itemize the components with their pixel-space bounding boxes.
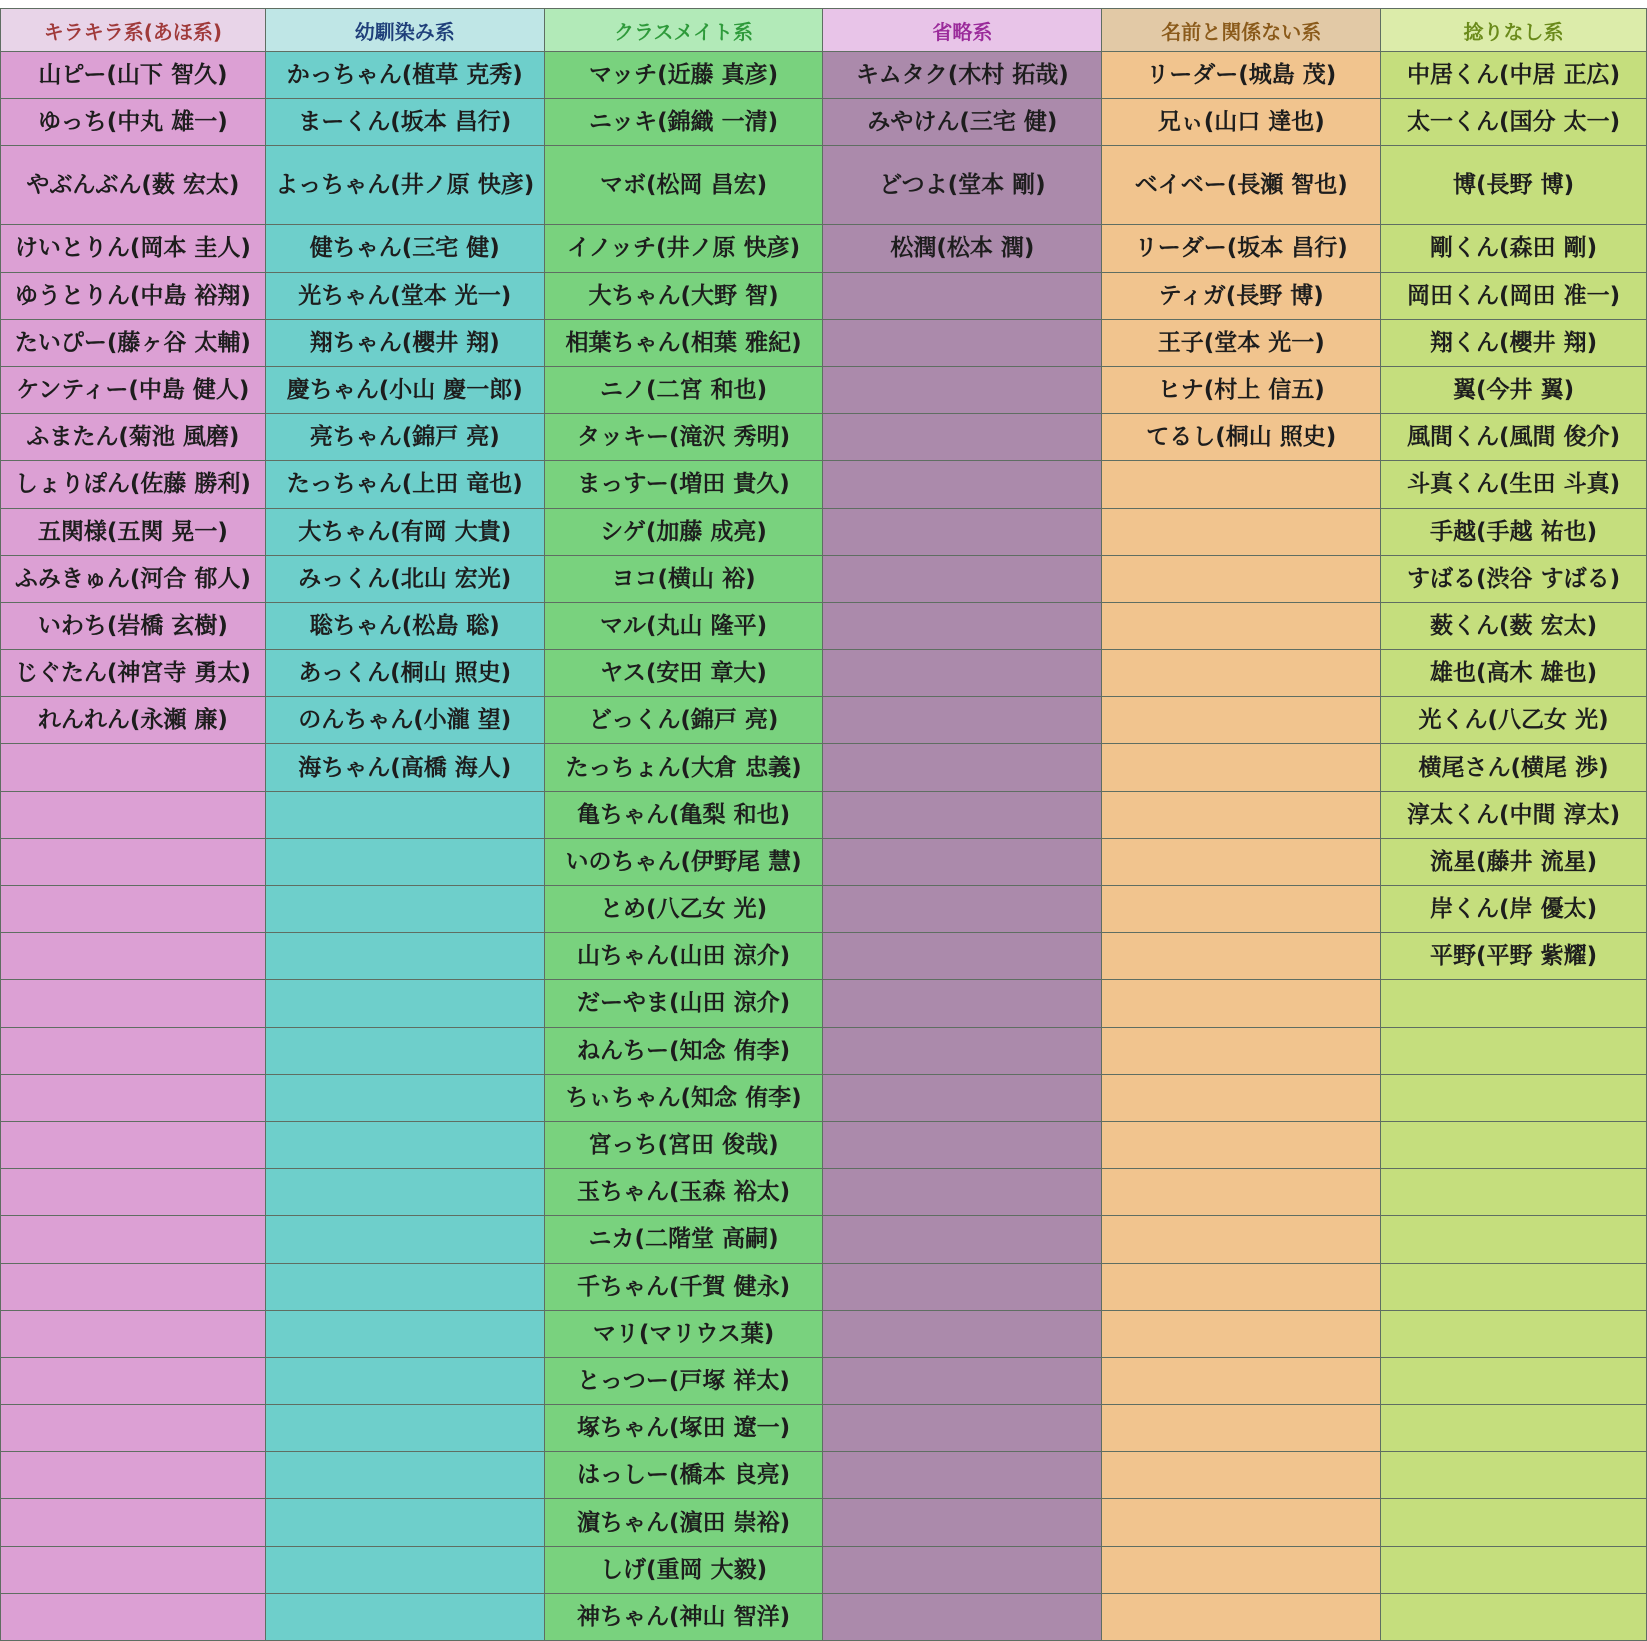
table-cell[interactable]: 山ピー(山下 智久) [1,52,266,99]
table-cell[interactable]: いわち(岩橋 玄樹) [1,602,266,649]
table-cell[interactable]: 剛くん(森田 剛) [1381,225,1647,272]
table-cell[interactable] [265,1593,544,1640]
table-cell[interactable] [1102,744,1381,791]
column-header[interactable]: キラキラ系(あほ系) [1,9,266,52]
table-cell[interactable]: 翼(今井 翼) [1381,366,1647,413]
table-cell[interactable]: ゆうとりん(中島 裕翔) [1,272,266,319]
table-cell[interactable] [823,1546,1102,1593]
table-cell[interactable]: どっくん(錦戸 亮) [544,697,823,744]
table-cell[interactable] [1102,697,1381,744]
table-cell[interactable] [1102,508,1381,555]
table-cell[interactable]: よっちゃん(井ノ原 快彦) [265,146,544,225]
table-cell[interactable]: キムタク(木村 拓哉) [823,52,1102,99]
table-cell[interactable] [1102,791,1381,838]
table-cell[interactable] [823,1405,1102,1452]
table-cell[interactable]: 王子(堂本 光一) [1102,319,1381,366]
table-row [1,52,1647,99]
table-cell[interactable] [823,1027,1102,1074]
table-cell[interactable] [823,1216,1102,1263]
table-cell[interactable]: 兄ぃ(山口 達也) [1102,99,1381,146]
column-header[interactable]: 省略系 [823,9,1102,52]
table-cell[interactable]: ねんちー(知念 侑李) [544,1027,823,1074]
table-cell[interactable]: 薮くん(薮 宏太) [1381,602,1647,649]
column-header[interactable]: 捻りなし系 [1381,9,1647,52]
table-cell[interactable]: しょりぽん(佐藤 勝利) [1,461,266,508]
table-cell[interactable] [823,1357,1102,1404]
table-cell[interactable]: とめ(八乙女 光) [544,886,823,933]
table-cell[interactable]: 松潤(松本 潤) [823,225,1102,272]
table-cell[interactable]: 五関様(五関 晃一) [1,508,266,555]
table-cell[interactable] [1,1499,266,1546]
table-row [1,886,1647,933]
table-cell[interactable]: どつよ(堂本 剛) [823,146,1102,225]
table-cell[interactable] [1,838,266,885]
table-row [1,1027,1647,1074]
table-cell[interactable] [823,1593,1102,1640]
table-cell[interactable] [1102,1593,1381,1640]
table-cell[interactable]: 斗真くん(生田 斗真) [1381,461,1647,508]
table-cell[interactable]: 中居くん(中居 正広) [1381,52,1647,99]
table-cell[interactable] [1381,1593,1647,1640]
table-row [1,319,1647,366]
table-cell[interactable] [1,1452,266,1499]
table-cell[interactable] [823,1121,1102,1168]
table-cell[interactable] [1381,1027,1647,1074]
table-cell[interactable]: いのちゃん(伊野尾 慧) [544,838,823,885]
table-cell[interactable]: 光くん(八乙女 光) [1381,697,1647,744]
table-cell[interactable] [1381,1169,1647,1216]
table-cell[interactable] [1102,1121,1381,1168]
table-cell[interactable]: とっつー(戸塚 祥太) [544,1357,823,1404]
header-row [1,9,1647,52]
table-row [1,1169,1647,1216]
table-cell[interactable]: 宮っち(宮田 俊哉) [544,1121,823,1168]
table-body [1,52,1647,1641]
table-cell[interactable] [1381,1121,1647,1168]
table-row [1,225,1647,272]
table-cell[interactable] [1102,650,1381,697]
table-cell[interactable] [1,1074,266,1121]
group-nickname-table [0,8,1647,1641]
table-cell[interactable] [823,933,1102,980]
table-row [1,272,1647,319]
table-cell[interactable] [265,1121,544,1168]
table-cell[interactable] [1102,1310,1381,1357]
table-cell[interactable] [823,508,1102,555]
table-cell[interactable]: たっちゃん(上田 竜也) [265,461,544,508]
table-row [1,414,1647,461]
table-row [1,1452,1647,1499]
table-cell[interactable] [265,933,544,980]
table-cell[interactable]: 淳太くん(中間 淳太) [1381,791,1647,838]
table-cell[interactable] [1381,1216,1647,1263]
table-cell[interactable] [1102,1546,1381,1593]
table-cell[interactable]: 濵ちゃん(濵田 崇裕) [544,1499,823,1546]
table-cell[interactable]: のんちゃん(小瀧 望) [265,697,544,744]
table-row [1,1499,1647,1546]
table-row [1,461,1647,508]
table-row [1,555,1647,602]
table-cell[interactable]: ヨコ(横山 裕) [544,555,823,602]
table-cell[interactable]: 博(長野 博) [1381,146,1647,225]
table-row [1,1263,1647,1310]
table-cell[interactable] [1102,1169,1381,1216]
table-cell[interactable]: 大ちゃん(有岡 大貴) [265,508,544,555]
table-cell[interactable]: ティガ(長野 博) [1102,272,1381,319]
table-cell[interactable] [265,1216,544,1263]
table-cell[interactable]: イノッチ(井ノ原 快彦) [544,225,823,272]
table-row [1,791,1647,838]
table-cell[interactable] [1102,461,1381,508]
table-cell[interactable] [1381,1310,1647,1357]
table-cell[interactable] [1,1169,266,1216]
table-cell[interactable] [823,886,1102,933]
table-cell[interactable]: マル(丸山 隆平) [544,602,823,649]
table-cell[interactable] [823,650,1102,697]
table-cell[interactable]: てるし(桐山 照史) [1102,414,1381,461]
table-cell[interactable]: 聡ちゃん(松島 聡) [265,602,544,649]
table-row [1,508,1647,555]
table-cell[interactable] [1381,1074,1647,1121]
table-cell[interactable]: たいぴー(藤ヶ谷 太輔) [1,319,266,366]
table-cell[interactable]: 翔くん(櫻井 翔) [1381,319,1647,366]
table-cell[interactable] [823,1074,1102,1121]
table-cell[interactable]: マボ(松岡 昌宏) [544,146,823,225]
table-row [1,838,1647,885]
table-cell[interactable] [1381,1499,1647,1546]
table-cell[interactable]: れんれん(永瀬 廉) [1,697,266,744]
table-cell[interactable] [1,1357,266,1404]
table-row [1,980,1647,1027]
table-cell[interactable]: 相葉ちゃん(相葉 雅紀) [544,319,823,366]
table-cell[interactable] [1,1593,266,1640]
table-cell[interactable] [1,1216,266,1263]
table-cell[interactable] [1102,602,1381,649]
table-cell[interactable]: 塚ちゃん(塚田 遼一) [544,1405,823,1452]
table-cell[interactable]: ゆっち(中丸 雄一) [1,99,266,146]
table-cell[interactable]: 平野(平野 紫耀) [1381,933,1647,980]
table-cell[interactable] [1,1405,266,1452]
table-cell[interactable] [1,791,266,838]
table-cell[interactable]: 横尾さん(横尾 渉) [1381,744,1647,791]
table-cell[interactable]: けいとりん(岡本 圭人) [1,225,266,272]
table-cell[interactable]: 千ちゃん(千賀 健永) [544,1263,823,1310]
table-row [1,697,1647,744]
table-row [1,602,1647,649]
table-cell[interactable]: リーダー(坂本 昌行) [1102,225,1381,272]
table-cell[interactable]: 慶ちゃん(小山 慶一郎) [265,366,544,413]
table-row [1,1216,1647,1263]
table-cell[interactable] [1,933,266,980]
table-cell[interactable] [1381,1357,1647,1404]
table-cell[interactable] [1381,1546,1647,1593]
table-cell[interactable] [1381,1405,1647,1452]
table-cell[interactable] [265,791,544,838]
table-cell[interactable]: マッチ(近藤 真彦) [544,52,823,99]
table-cell[interactable] [823,366,1102,413]
table-cell[interactable]: ニッキ(錦織 一清) [544,99,823,146]
table-cell[interactable] [1,980,266,1027]
table-cell[interactable]: リーダー(城島 茂) [1102,52,1381,99]
table-cell[interactable]: マリ(マリウス葉) [544,1310,823,1357]
table-cell[interactable]: みっくん(北山 宏光) [265,555,544,602]
table-cell[interactable] [1102,1452,1381,1499]
table-cell[interactable] [1381,980,1647,1027]
table-cell[interactable]: ケンティー(中島 健人) [1,366,266,413]
table-cell[interactable] [1381,1263,1647,1310]
table-cell[interactable] [1102,1263,1381,1310]
table-cell[interactable] [265,1074,544,1121]
table-cell[interactable] [265,980,544,1027]
table-row [1,1310,1647,1357]
table-cell[interactable] [1102,1357,1381,1404]
table-cell[interactable] [823,414,1102,461]
table-cell[interactable]: 太一くん(国分 太一) [1381,99,1647,146]
table-cell[interactable]: まーくん(坂本 昌行) [265,99,544,146]
table-cell[interactable]: 光ちゃん(堂本 光一) [265,272,544,319]
table-row [1,366,1647,413]
table-cell[interactable]: ふまたん(菊池 風磨) [1,414,266,461]
table-cell[interactable]: 翔ちゃん(櫻井 翔) [265,319,544,366]
table-cell[interactable] [1102,980,1381,1027]
table-cell[interactable] [1,1027,266,1074]
column-header[interactable]: 名前と関係ない系 [1102,9,1381,52]
table-cell[interactable] [265,838,544,885]
table-cell[interactable] [823,791,1102,838]
table-cell[interactable] [1102,1499,1381,1546]
table-cell[interactable] [1102,886,1381,933]
table-cell[interactable] [265,1405,544,1452]
table-cell[interactable]: ニカ(二階堂 高嗣) [544,1216,823,1263]
table-cell[interactable] [1,886,266,933]
table-cell[interactable]: しげ(重岡 大毅) [544,1546,823,1593]
table-cell[interactable] [1102,1027,1381,1074]
table-cell[interactable]: 神ちゃん(神山 智洋) [544,1593,823,1640]
table-cell[interactable]: 流星(藤井 流星) [1381,838,1647,885]
table-cell[interactable]: 岸くん(岸 優太) [1381,886,1647,933]
table-cell[interactable] [823,1452,1102,1499]
table-cell[interactable]: ヤス(安田 章大) [544,650,823,697]
table-cell[interactable] [1102,933,1381,980]
table-cell[interactable]: あっくん(桐山 照史) [265,650,544,697]
table-row [1,146,1647,225]
table-row [1,1593,1647,1640]
table-cell[interactable] [265,1357,544,1404]
table-cell[interactable]: ベイベー(長瀬 智也) [1102,146,1381,225]
table-cell[interactable]: タッキー(滝沢 秀明) [544,414,823,461]
table-cell[interactable] [265,1263,544,1310]
table-cell[interactable]: やぶんぶん(薮 宏太) [1,146,266,225]
table-cell[interactable]: まっすー(増田 貴久) [544,461,823,508]
table-cell[interactable]: 亮ちゃん(錦戸 亮) [265,414,544,461]
table-cell[interactable] [1102,838,1381,885]
table-row [1,744,1647,791]
column-header[interactable]: 幼馴染み系 [265,9,544,52]
table-cell[interactable]: 山ちゃん(山田 涼介) [544,933,823,980]
table-cell[interactable] [1102,1074,1381,1121]
table-cell[interactable]: かっちゃん(植草 克秀) [265,52,544,99]
table-cell[interactable] [823,602,1102,649]
table-cell[interactable] [823,1310,1102,1357]
table-cell[interactable] [1381,1452,1647,1499]
table-cell[interactable] [265,1452,544,1499]
table-cell[interactable]: ニノ(二宮 和也) [544,366,823,413]
table-cell[interactable]: はっしー(橋本 良亮) [544,1452,823,1499]
table-row [1,1405,1647,1452]
table-cell[interactable]: ちぃちゃん(知念 侑李) [544,1074,823,1121]
table-row [1,650,1647,697]
table-cell[interactable] [1,1263,266,1310]
table-cell[interactable]: たっちょん(大倉 忠義) [544,744,823,791]
table-cell[interactable] [265,1027,544,1074]
table-cell[interactable]: 海ちゃん(高橋 海人) [265,744,544,791]
table-cell[interactable] [1,1310,266,1357]
table-cell[interactable] [1102,1405,1381,1452]
table-cell[interactable] [265,886,544,933]
table-cell[interactable] [823,838,1102,885]
table-cell[interactable] [823,555,1102,602]
table-row [1,1074,1647,1121]
table-cell[interactable] [1102,1216,1381,1263]
table-cell[interactable]: 亀ちゃん(亀梨 和也) [544,791,823,838]
table-cell[interactable] [823,1263,1102,1310]
table-cell[interactable] [265,1546,544,1593]
table-cell[interactable] [265,1499,544,1546]
table-cell[interactable]: シゲ(加藤 成亮) [544,508,823,555]
table-row [1,99,1647,146]
table-cell[interactable]: だーやま(山田 涼介) [544,980,823,1027]
table-cell[interactable] [823,272,1102,319]
table-cell[interactable] [1,1121,266,1168]
table-cell[interactable] [823,319,1102,366]
table-cell[interactable] [823,980,1102,1027]
table-cell[interactable] [1,744,266,791]
table-cell[interactable]: 健ちゃん(三宅 健) [265,225,544,272]
table-cell[interactable] [265,1310,544,1357]
table-cell[interactable]: じぐたん(神宮寺 勇太) [1,650,266,697]
table-cell[interactable]: 風間くん(風間 俊介) [1381,414,1647,461]
table-cell[interactable] [823,1169,1102,1216]
table-cell[interactable] [823,697,1102,744]
table-row [1,1121,1647,1168]
table-cell[interactable]: みやけん(三宅 健) [823,99,1102,146]
table-cell[interactable] [823,744,1102,791]
table-cell[interactable]: 玉ちゃん(玉森 裕太) [544,1169,823,1216]
table-cell[interactable]: 手越(手越 祐也) [1381,508,1647,555]
table-cell[interactable] [1102,555,1381,602]
table-cell[interactable]: 大ちゃん(大野 智) [544,272,823,319]
column-header[interactable]: クラスメイト系 [544,9,823,52]
table-row [1,933,1647,980]
table-cell[interactable]: ヒナ(村上 信五) [1102,366,1381,413]
table-cell[interactable] [823,1499,1102,1546]
table-row [1,1546,1647,1593]
table-cell[interactable]: すばる(渋谷 すばる) [1381,555,1647,602]
table-cell[interactable] [823,461,1102,508]
table-cell[interactable]: 岡田くん(岡田 准一) [1381,272,1647,319]
table-cell[interactable]: 雄也(高木 雄也) [1381,650,1647,697]
table-cell[interactable] [265,1169,544,1216]
table-row [1,1357,1647,1404]
table-cell[interactable]: ふみきゅん(河合 郁人) [1,555,266,602]
table-cell[interactable] [1,1546,266,1593]
